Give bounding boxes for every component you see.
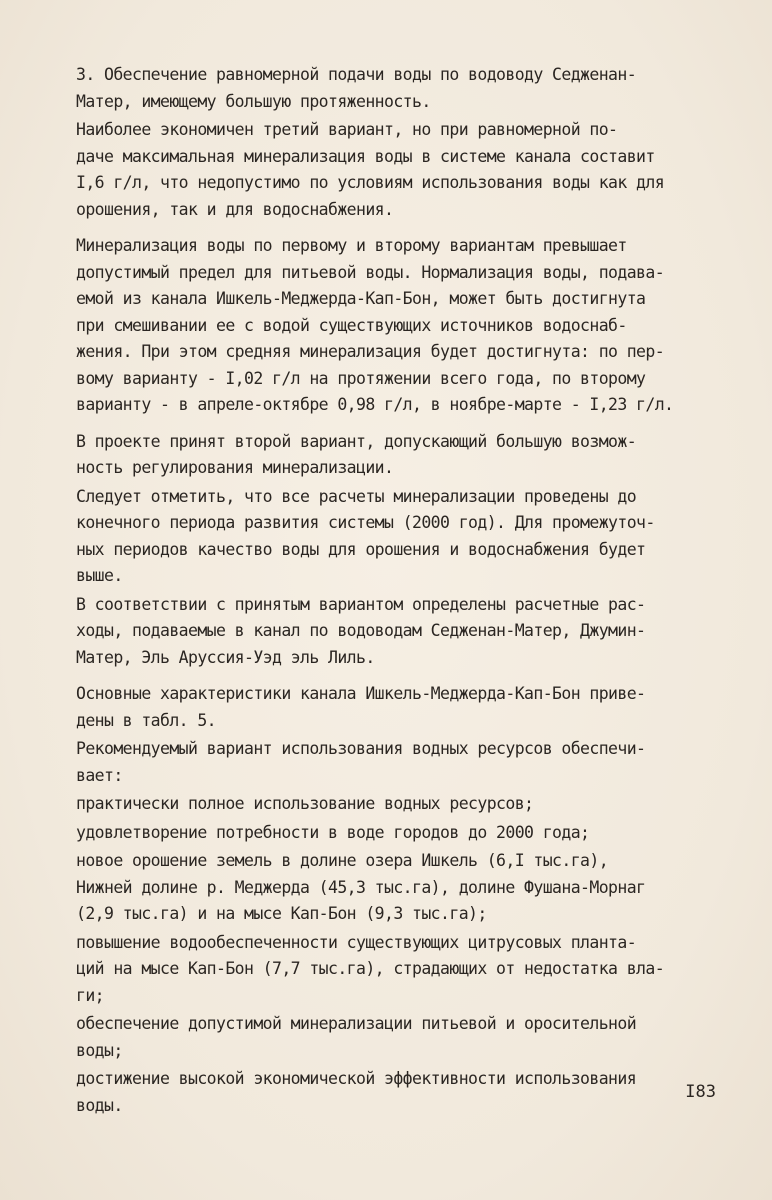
text-line: обеспечение допустимой минерализации питьевой и оросительной (76, 1014, 637, 1033)
paragraph-2 (70, 117, 730, 223)
text-line: ность регулирования минерализации. (76, 458, 394, 477)
text-line: повышение водообеспеченности существующих цитрусовых планта- (76, 932, 637, 952)
text-line: (2,9 тыс.га) и на мысе Кап-Бон (9,3 тыс.га); (76, 904, 487, 923)
list-item (70, 820, 730, 847)
text-line: дены в табл. 5. (76, 710, 217, 730)
text-line: допустимый предел для питьевой воды. Нормализация воды, подава- (76, 262, 665, 282)
text-line: Матер, Эль Аруссия-Уэд эль Лиль. (76, 647, 375, 667)
text-line: воды; (76, 1040, 123, 1060)
text-line: орошения, так и для водоснабжения. (76, 199, 394, 219)
list-item (70, 848, 730, 928)
list-item (70, 791, 730, 818)
text-line: Минерализация воды по первому и второму вариантам превышает (76, 236, 627, 255)
paragraph-4 (70, 429, 730, 482)
text-line: Рекомендуемый вариант использования водных ресурсов обеспечи- (76, 739, 646, 758)
paragraph-7 (70, 681, 730, 734)
text-line: Следует отметить, что все расчеты минерализации проведены до (76, 486, 637, 506)
text-line: вому варианту - I,02 г/л на протяжении всего года, по второму (76, 368, 646, 388)
text-line: вает: (76, 765, 123, 785)
text-line: варианту - в апреле-октябре 0,98 г/л, в ноябре-марте - I,23 г/л. (76, 395, 674, 414)
list-item (70, 1011, 730, 1064)
text-line: емой из канала Ишкель-Меджерда-Кап-Бон, может быть достигнута (76, 289, 646, 308)
text-line: ных периодов качество воды для орошения и водоснабжения будет (76, 539, 646, 559)
text-line: Наиболее экономичен третий вариант, но при равномерной по- (76, 120, 618, 139)
text-line: ги; (76, 985, 105, 1005)
text-line: выше. (76, 566, 123, 585)
text-line: Основные характеристики канала Ишкель-Меджерда-Кап-Бон приве- (76, 684, 646, 703)
list-item (70, 1066, 730, 1119)
paragraph-3 (70, 233, 730, 419)
text-line: ходы, подаваемые в канал по водоводам Седженан-Матер, Джумин- (76, 621, 646, 640)
page-number: I83 (685, 1082, 716, 1102)
text-line: жения. При этом средняя минерализация будет достигнута: по пер- (76, 342, 665, 361)
paragraph-5 (70, 484, 730, 590)
text-line: конечного периода развития системы (2000 год). Для промежуточ- (76, 513, 655, 532)
text-line: практически полное использование водных ресурсов; (76, 794, 534, 813)
text-line: воды. (76, 1095, 123, 1115)
text-line: 3. Обеспечение равномерной подачи воды по водоводу Седженан- (76, 65, 637, 84)
text-line: удовлетворение потребности в воде городов до 2000 года; (76, 822, 590, 842)
text-line: ций на мысе Кап-Бон (7,7 тыс.га), страдающих от недостатка вла- (76, 959, 665, 978)
text-line: Матер, имеющему большую протяженность. (76, 91, 431, 111)
list-item (70, 930, 730, 1010)
text-line: достижение высокой экономической эффективности использования (76, 1069, 637, 1088)
text-line: даче максимальная минерализация воды в системе канала составит (76, 146, 655, 166)
paragraph-6 (70, 592, 730, 672)
text-line: Нижней долине р. Меджерда (45,3 тыс.га), долине Фушана-Морнаг (76, 877, 646, 897)
paragraph-8 (70, 736, 730, 789)
text-line: новое орошение земель в долине озера Ишкель (6,I тыс.га), (76, 851, 609, 870)
text-line: I,6 г/л, что недопустимо по условиям использования воды как для (76, 173, 665, 192)
text-line: В соответствии с принятым вариантом определены расчетные рас- (76, 594, 646, 614)
body-text (70, 62, 730, 1121)
text-line: В проекте принят второй вариант, допускающий большую возмож- (76, 431, 637, 451)
paragraph-1 (70, 62, 730, 115)
text-line: при смешивании ее с водой существующих источников водоснаб- (76, 315, 627, 335)
